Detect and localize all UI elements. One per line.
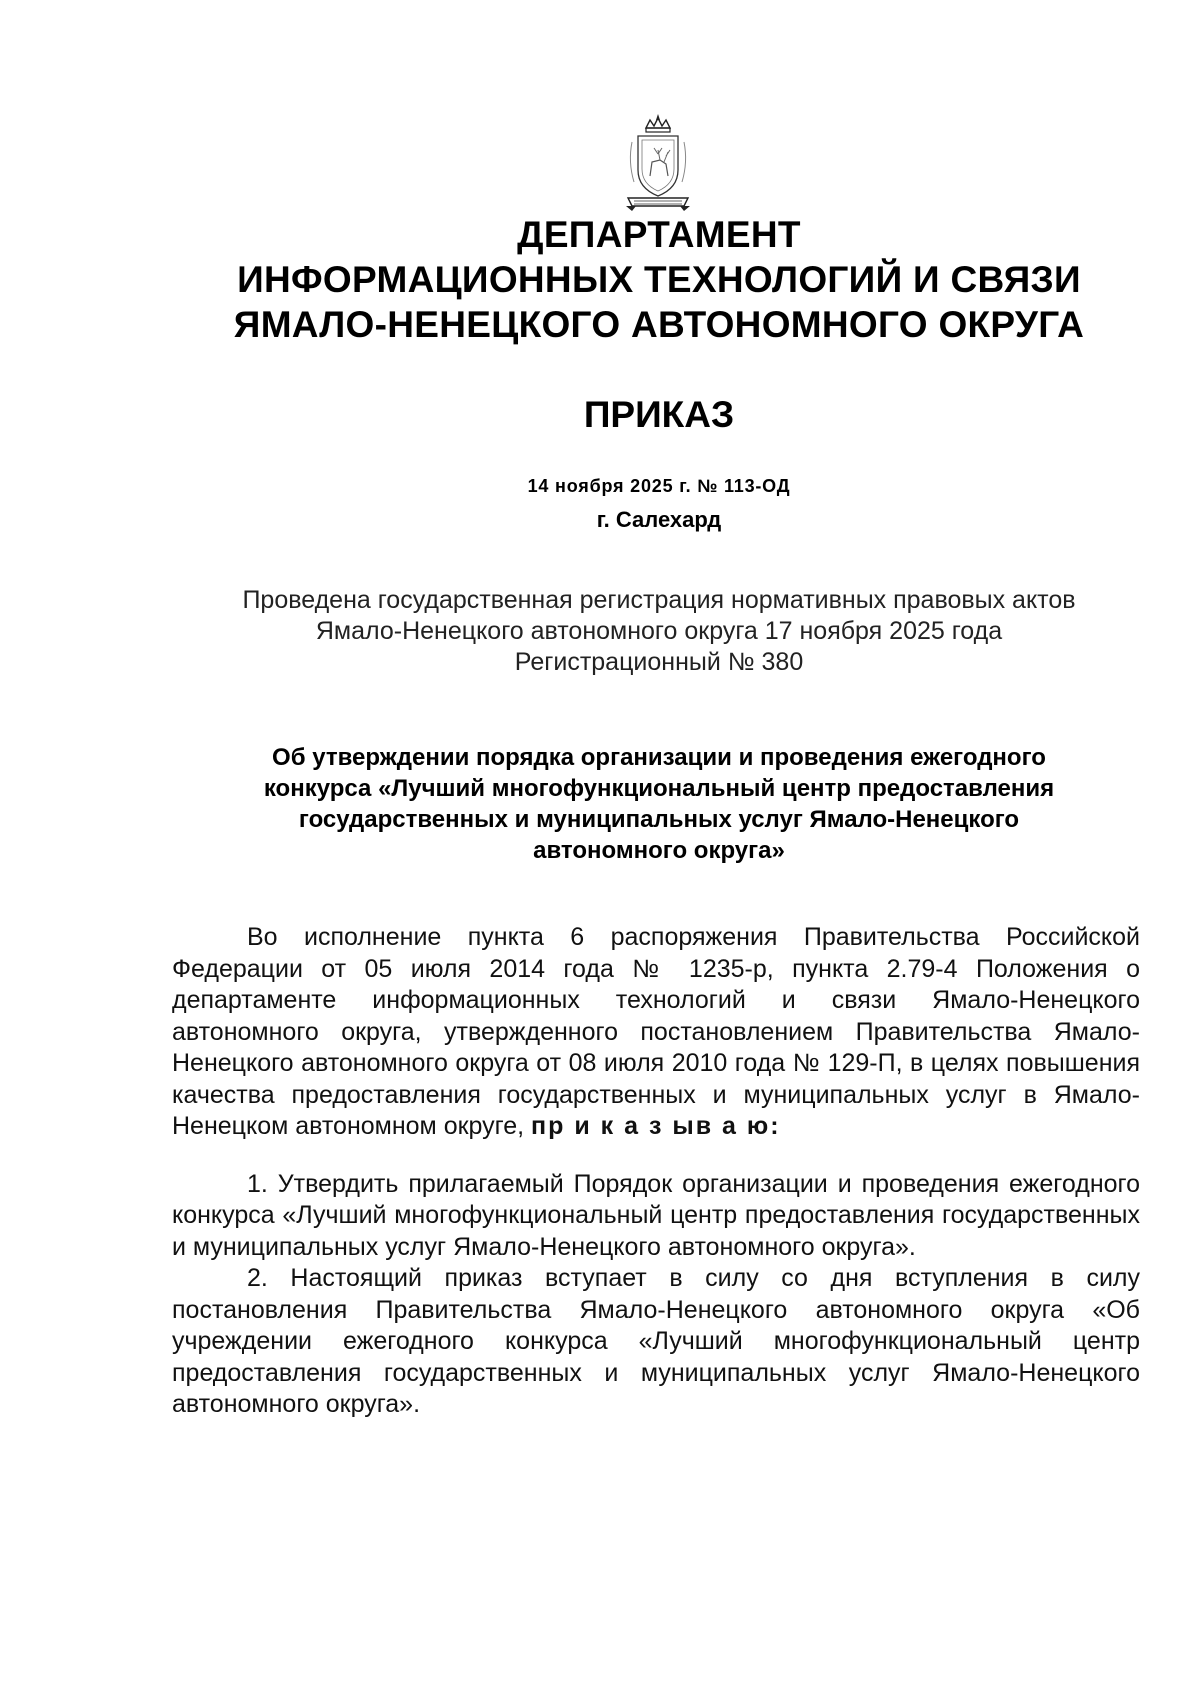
order-subject xyxy=(180,742,1138,866)
subject-line: Об утверждении порядка организации и проведения ежегодного xyxy=(272,744,1046,771)
order-city: г. Салехард xyxy=(596,507,722,532)
department-name xyxy=(0,212,1200,347)
registration-line: Проведена государственная регистрация нормативных правовых актов xyxy=(242,586,1076,614)
department-line: ИНФОРМАЦИОННЫХ ТЕХНОЛОГИЙ И СВЯЗИ xyxy=(237,259,1081,300)
order-date-number: 14 ноября 2025 г. № 113-ОД xyxy=(527,476,791,496)
preamble-paragraph xyxy=(172,922,1140,1143)
document-type-title: ПРИКАЗ xyxy=(583,394,735,435)
registration-line: Регистрационный № 380 xyxy=(514,648,804,676)
registration-note xyxy=(0,585,1200,678)
subject-line: конкурса «Лучший многофункциональный центр предоставления xyxy=(263,775,1055,802)
department-line: ЯМАЛО-НЕНЕЦКОГО АВТОНОМНОГО ОКРУГА xyxy=(233,304,1085,345)
order-meta xyxy=(0,473,1200,533)
coat-of-arms-svg xyxy=(620,112,696,212)
subject-line: автономного округа» xyxy=(533,837,785,864)
order-item-2: 2. Настоящий приказ вступает в силу со дня вступления в силу постановления Правительства Ямало-Ненецкого автономного округа «Об учреждении ежегодного конкурса «Лучший многофункциональный центр предоставления государственных и муниципальных услуг Ямало-Ненецкого автономного округа». xyxy=(172,1264,1140,1418)
preamble-text: Во исполнение пункта 6 распоряжения Правительства Российской Федерации от 05 июля 2014 года № 1235-р, пункта 2.79-4 Положения о департаменте информационных технологий и связи Ямало-Ненецкого автономного округа, утвержденного постановлением Правительства Ямало-Ненецкого автономного округа от 08 июля 2010 года № 129-П, в целях повышения качества предоставления государственных и муниципальных услуг в Ямало-Ненецком автономном округе, xyxy=(172,923,1140,1140)
department-line: ДЕПАРТАМЕНТ xyxy=(517,214,801,255)
order-body xyxy=(172,922,1140,1421)
decree-word: пр и к а з ыв а ю: xyxy=(531,1112,781,1140)
coat-of-arms-icon xyxy=(620,112,696,212)
subject-line: государственных и муниципальных услуг Ямало-Ненецкого xyxy=(298,806,1020,833)
order-item-1: 1. Утвердить прилагаемый Порядок организации и проведения ежегодного конкурса «Лучший многофункциональный центр предоставления государственных и муниципальных услуг Ямало-Ненецкого автономного округа». xyxy=(172,1169,1140,1261)
registration-line: Ямало-Ненецкого автономного округа 17 ноября 2025 года xyxy=(315,617,1003,645)
